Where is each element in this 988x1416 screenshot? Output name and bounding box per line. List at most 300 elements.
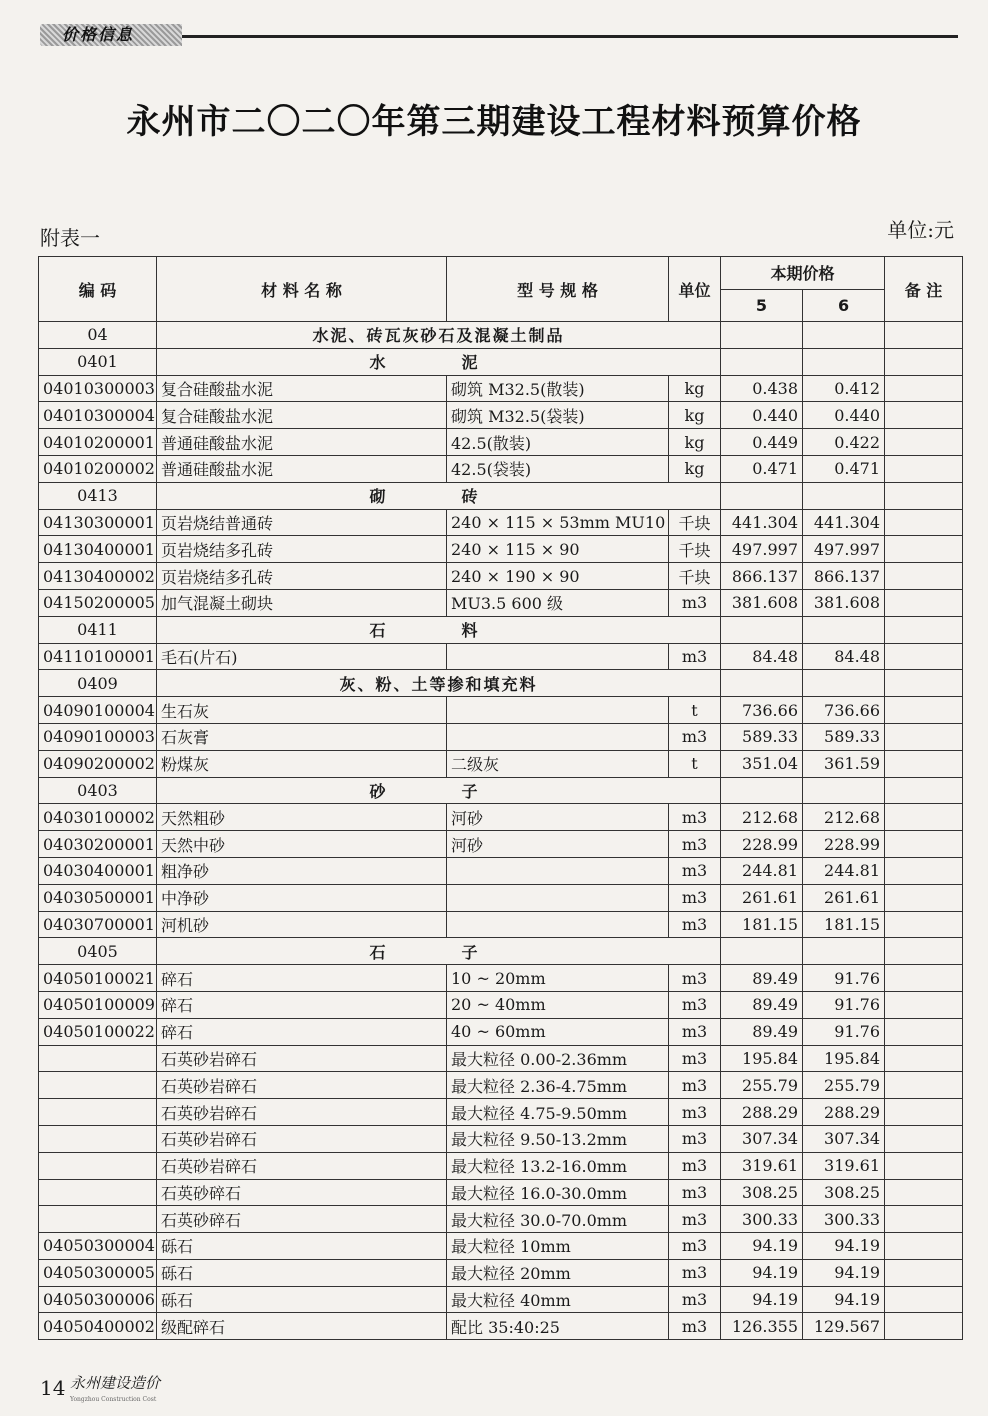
material-spec: 240 × 115 × 53mm MU10 (447, 509, 669, 536)
material-spec (447, 857, 669, 884)
material-spec (447, 884, 669, 911)
material-row (39, 375, 963, 402)
note-cell (885, 723, 963, 750)
material-name: 加气混凝土砌块 (157, 589, 447, 616)
material-name: 石英砂岩碎石 (157, 1072, 447, 1099)
price-5: 84.48 (721, 643, 803, 670)
page-number: 14 (40, 1376, 66, 1400)
note-cell (885, 938, 963, 965)
material-spec: MU3.5 600 级 (447, 589, 669, 616)
material-code: 04130400002 (39, 563, 157, 590)
note-cell (885, 536, 963, 563)
material-unit: m3 (669, 1179, 721, 1206)
price-5: 261.61 (721, 884, 803, 911)
material-unit: m3 (669, 884, 721, 911)
material-name: 页岩烧结多孔砖 (157, 563, 447, 590)
category-code: 04 (39, 322, 157, 349)
material-name: 砾石 (157, 1259, 447, 1286)
material-code: 04050300005 (39, 1259, 157, 1286)
price-5: 381.608 (721, 589, 803, 616)
material-unit: m3 (669, 831, 721, 858)
material-unit: t (669, 750, 721, 777)
material-spec: 最大粒径 4.75-9.50mm (447, 1099, 669, 1126)
material-unit: m3 (669, 804, 721, 831)
material-code: 04050100022 (39, 1018, 157, 1045)
material-code: 04010200001 (39, 429, 157, 456)
price-6: 129.567 (803, 1313, 885, 1340)
material-unit: m3 (669, 1286, 721, 1313)
header-code: 编 码 (39, 257, 157, 322)
note-cell (885, 482, 963, 509)
price-5: 255.79 (721, 1072, 803, 1099)
material-code: 04090100004 (39, 697, 157, 724)
material-row (39, 455, 963, 482)
note-cell (885, 1072, 963, 1099)
note-cell (885, 1313, 963, 1340)
material-row (39, 643, 963, 670)
note-cell (885, 697, 963, 724)
price-table-body (39, 322, 963, 1340)
note-cell (885, 429, 963, 456)
material-spec (447, 911, 669, 938)
price-6: 0.471 (803, 455, 885, 482)
material-row (39, 1286, 963, 1313)
material-code: 04010200002 (39, 455, 157, 482)
material-name: 级配碎石 (157, 1313, 447, 1340)
material-unit: m3 (669, 723, 721, 750)
material-name: 复合硅酸盐水泥 (157, 375, 447, 402)
header-unit: 单位 (669, 257, 721, 322)
material-row (39, 429, 963, 456)
note-cell (885, 322, 963, 349)
note-cell (885, 804, 963, 831)
material-code: 04090100003 (39, 723, 157, 750)
note-cell (885, 911, 963, 938)
material-code: 04050100009 (39, 991, 157, 1018)
material-code (39, 1045, 157, 1072)
header-month-6: 6 (803, 289, 885, 322)
material-name: 页岩烧结多孔砖 (157, 536, 447, 563)
material-name: 复合硅酸盐水泥 (157, 402, 447, 429)
material-code: 04150200005 (39, 589, 157, 616)
note-cell (885, 1259, 963, 1286)
material-unit: 千块 (669, 509, 721, 536)
price-5: 0.471 (721, 455, 803, 482)
note-cell (885, 670, 963, 697)
material-row (39, 991, 963, 1018)
price-6: 307.34 (803, 1125, 885, 1152)
material-unit: 千块 (669, 536, 721, 563)
material-code: 04030400001 (39, 857, 157, 884)
price-5: 441.304 (721, 509, 803, 536)
price-5: 89.49 (721, 991, 803, 1018)
price-6: 94.19 (803, 1259, 885, 1286)
material-row (39, 911, 963, 938)
price-6: 497.997 (803, 536, 885, 563)
material-code (39, 1099, 157, 1126)
header-month-5: 5 (721, 289, 803, 322)
material-unit: m3 (669, 991, 721, 1018)
material-spec: 42.5(袋装) (447, 455, 669, 482)
material-spec: 二级灰 (447, 750, 669, 777)
category-row (39, 616, 963, 643)
material-unit: kg (669, 455, 721, 482)
note-cell (885, 1206, 963, 1233)
material-code: 04050300004 (39, 1233, 157, 1260)
category-name: 砌 砖 (157, 482, 721, 509)
note-cell (885, 1099, 963, 1126)
material-name: 碎石 (157, 991, 447, 1018)
material-row (39, 1045, 963, 1072)
material-unit: m3 (669, 1259, 721, 1286)
material-code (39, 1152, 157, 1179)
note-cell (885, 616, 963, 643)
price-5-cell (721, 938, 803, 965)
material-name: 石灰膏 (157, 723, 447, 750)
price-5: 736.66 (721, 697, 803, 724)
note-cell (885, 375, 963, 402)
material-row (39, 750, 963, 777)
price-6-cell (803, 482, 885, 509)
material-row (39, 509, 963, 536)
price-6: 244.81 (803, 857, 885, 884)
price-6: 0.440 (803, 402, 885, 429)
material-spec: 河砂 (447, 804, 669, 831)
category-row (39, 938, 963, 965)
material-name: 粉煤灰 (157, 750, 447, 777)
price-5: 351.04 (721, 750, 803, 777)
category-row (39, 670, 963, 697)
price-6: 736.66 (803, 697, 885, 724)
price-6: 0.412 (803, 375, 885, 402)
material-unit: m3 (669, 1018, 721, 1045)
material-code (39, 1072, 157, 1099)
price-6: 866.137 (803, 563, 885, 590)
material-unit: m3 (669, 911, 721, 938)
price-5: 589.33 (721, 723, 803, 750)
material-code: 04130400001 (39, 536, 157, 563)
category-name: 砂 子 (157, 777, 721, 804)
note-cell (885, 563, 963, 590)
price-5: 300.33 (721, 1206, 803, 1233)
note-cell (885, 831, 963, 858)
material-unit: m3 (669, 1125, 721, 1152)
price-6: 381.608 (803, 589, 885, 616)
material-spec: 最大粒径 10mm (447, 1233, 669, 1260)
material-spec: 砌筑 M32.5(散装) (447, 375, 669, 402)
price-6: 181.15 (803, 911, 885, 938)
header-price: 本期价格 (721, 257, 885, 290)
price-5: 308.25 (721, 1179, 803, 1206)
material-unit: m3 (669, 1233, 721, 1260)
price-5: 0.440 (721, 402, 803, 429)
material-row (39, 402, 963, 429)
material-unit: kg (669, 375, 721, 402)
header-spec: 型 号 规 格 (447, 257, 669, 322)
material-name: 石英砂岩碎石 (157, 1125, 447, 1152)
price-6: 361.59 (803, 750, 885, 777)
price-5: 866.137 (721, 563, 803, 590)
material-row (39, 1125, 963, 1152)
material-row (39, 1259, 963, 1286)
material-unit: kg (669, 429, 721, 456)
price-6: 288.29 (803, 1099, 885, 1126)
note-cell (885, 857, 963, 884)
note-cell (885, 965, 963, 992)
material-name: 天然中砂 (157, 831, 447, 858)
material-row (39, 1152, 963, 1179)
category-row (39, 482, 963, 509)
material-code: 04090200002 (39, 750, 157, 777)
material-spec: 河砂 (447, 831, 669, 858)
material-name: 中净砂 (157, 884, 447, 911)
note-cell (885, 1018, 963, 1045)
material-unit: m3 (669, 1099, 721, 1126)
price-5: 181.15 (721, 911, 803, 938)
price-5: 89.49 (721, 1018, 803, 1045)
price-6: 0.422 (803, 429, 885, 456)
material-row (39, 1099, 963, 1126)
material-code (39, 1206, 157, 1233)
price-6-cell (803, 348, 885, 375)
material-spec: 砌筑 M32.5(袋装) (447, 402, 669, 429)
price-6: 319.61 (803, 1152, 885, 1179)
material-name: 普通硅酸盐水泥 (157, 429, 447, 456)
price-5: 195.84 (721, 1045, 803, 1072)
material-unit: m3 (669, 1313, 721, 1340)
material-code: 04030700001 (39, 911, 157, 938)
price-5: 244.81 (721, 857, 803, 884)
price-5: 94.19 (721, 1233, 803, 1260)
price-5-cell (721, 322, 803, 349)
price-table-container (38, 256, 962, 1340)
material-code: 04030500001 (39, 884, 157, 911)
material-row (39, 589, 963, 616)
note-cell (885, 750, 963, 777)
header-bar (40, 22, 958, 48)
material-code: 04110100001 (39, 643, 157, 670)
attachment-label: 附表一 (40, 226, 100, 250)
price-5: 212.68 (721, 804, 803, 831)
price-5: 94.19 (721, 1286, 803, 1313)
material-name: 碎石 (157, 1018, 447, 1045)
price-table (38, 256, 963, 1340)
price-6: 195.84 (803, 1045, 885, 1072)
material-unit: m3 (669, 1045, 721, 1072)
note-cell (885, 1045, 963, 1072)
material-spec (447, 723, 669, 750)
price-5: 319.61 (721, 1152, 803, 1179)
note-cell (885, 402, 963, 429)
material-row (39, 804, 963, 831)
note-cell (885, 455, 963, 482)
footer-brand: 永州建设造价 (70, 1374, 161, 1392)
category-code: 0409 (39, 670, 157, 697)
category-code: 0403 (39, 777, 157, 804)
material-unit: m3 (669, 1072, 721, 1099)
category-row (39, 777, 963, 804)
material-row (39, 884, 963, 911)
material-unit: m3 (669, 589, 721, 616)
category-code: 0401 (39, 348, 157, 375)
price-6: 91.76 (803, 991, 885, 1018)
material-name: 石英砂岩碎石 (157, 1152, 447, 1179)
material-name: 碎石 (157, 965, 447, 992)
material-code: 04130300001 (39, 509, 157, 536)
material-code: 04030200001 (39, 831, 157, 858)
price-5-cell (721, 670, 803, 697)
price-6-cell (803, 938, 885, 965)
category-code: 0405 (39, 938, 157, 965)
price-6: 94.19 (803, 1286, 885, 1313)
material-row (39, 965, 963, 992)
material-spec: 20 ~ 40mm (447, 991, 669, 1018)
note-cell (885, 884, 963, 911)
price-5: 497.997 (721, 536, 803, 563)
material-code: 04050300006 (39, 1286, 157, 1313)
material-unit: m3 (669, 857, 721, 884)
material-spec: 最大粒径 30.0-70.0mm (447, 1206, 669, 1233)
price-6: 84.48 (803, 643, 885, 670)
material-unit: kg (669, 402, 721, 429)
material-name: 天然粗砂 (157, 804, 447, 831)
material-spec: 配比 35:40:25 (447, 1313, 669, 1340)
category-name: 水 泥 (157, 348, 721, 375)
material-name: 普通硅酸盐水泥 (157, 455, 447, 482)
material-spec: 10 ~ 20mm (447, 965, 669, 992)
note-cell (885, 1233, 963, 1260)
material-row (39, 697, 963, 724)
price-6-cell (803, 670, 885, 697)
material-row (39, 723, 963, 750)
category-code: 0413 (39, 482, 157, 509)
material-spec: 240 × 190 × 90 (447, 563, 669, 590)
material-name: 粗净砂 (157, 857, 447, 884)
material-spec (447, 643, 669, 670)
price-6: 300.33 (803, 1206, 885, 1233)
category-row (39, 322, 963, 349)
material-spec: 最大粒径 20mm (447, 1259, 669, 1286)
note-cell (885, 991, 963, 1018)
unit-label: 单位:元 (887, 218, 954, 242)
material-row (39, 1206, 963, 1233)
note-cell (885, 643, 963, 670)
price-6: 212.68 (803, 804, 885, 831)
price-6-cell (803, 616, 885, 643)
material-row (39, 563, 963, 590)
page-title: 永州市二〇二〇年第三期建设工程材料预算价格 (126, 102, 862, 142)
category-name: 石 料 (157, 616, 721, 643)
note-cell (885, 1125, 963, 1152)
price-6: 308.25 (803, 1179, 885, 1206)
price-6: 441.304 (803, 509, 885, 536)
category-name: 水泥、砖瓦灰砂石及混凝土制品 (157, 322, 721, 349)
material-unit: t (669, 697, 721, 724)
price-5-cell (721, 777, 803, 804)
material-unit: m3 (669, 1152, 721, 1179)
material-row (39, 857, 963, 884)
material-name: 石英砂碎石 (157, 1179, 447, 1206)
material-unit: m3 (669, 643, 721, 670)
material-row (39, 536, 963, 563)
material-spec: 最大粒径 0.00-2.36mm (447, 1045, 669, 1072)
material-row (39, 1179, 963, 1206)
price-6: 91.76 (803, 1018, 885, 1045)
material-spec (447, 697, 669, 724)
note-cell (885, 589, 963, 616)
note-cell (885, 348, 963, 375)
material-code (39, 1125, 157, 1152)
price-6-cell (803, 777, 885, 804)
price-5: 307.34 (721, 1125, 803, 1152)
price-5: 228.99 (721, 831, 803, 858)
material-name: 石英砂岩碎石 (157, 1099, 447, 1126)
price-5: 0.438 (721, 375, 803, 402)
category-name: 石 子 (157, 938, 721, 965)
material-code: 04010300004 (39, 402, 157, 429)
category-row (39, 348, 963, 375)
section-tag: 价格信息 (40, 24, 182, 46)
material-name: 砾石 (157, 1233, 447, 1260)
note-cell (885, 1152, 963, 1179)
material-name: 石英砂岩碎石 (157, 1045, 447, 1072)
material-code: 04050400002 (39, 1313, 157, 1340)
header-rule (182, 35, 958, 38)
price-6: 228.99 (803, 831, 885, 858)
price-6-cell (803, 322, 885, 349)
price-5: 126.355 (721, 1313, 803, 1340)
material-unit: 千块 (669, 563, 721, 590)
note-cell (885, 777, 963, 804)
price-6: 261.61 (803, 884, 885, 911)
material-row (39, 1313, 963, 1340)
material-spec: 最大粒径 9.50-13.2mm (447, 1125, 669, 1152)
header-name: 材 料 名 称 (157, 257, 447, 322)
price-6: 91.76 (803, 965, 885, 992)
material-spec: 40 ~ 60mm (447, 1018, 669, 1045)
price-6: 589.33 (803, 723, 885, 750)
material-spec: 最大粒径 40mm (447, 1286, 669, 1313)
price-6: 255.79 (803, 1072, 885, 1099)
material-name: 生石灰 (157, 697, 447, 724)
material-name: 河机砂 (157, 911, 447, 938)
material-code: 04030100002 (39, 804, 157, 831)
material-code: 04050100021 (39, 965, 157, 992)
material-name: 砾石 (157, 1286, 447, 1313)
price-5-cell (721, 348, 803, 375)
note-cell (885, 509, 963, 536)
material-row (39, 1072, 963, 1099)
material-code (39, 1179, 157, 1206)
price-6: 94.19 (803, 1233, 885, 1260)
price-5: 89.49 (721, 965, 803, 992)
material-spec: 最大粒径 13.2-16.0mm (447, 1152, 669, 1179)
material-unit: m3 (669, 1206, 721, 1233)
material-row (39, 831, 963, 858)
price-5-cell (721, 482, 803, 509)
category-name: 灰、粉、土等掺和填充料 (157, 670, 721, 697)
material-code: 04010300003 (39, 375, 157, 402)
price-5-cell (721, 616, 803, 643)
material-spec: 最大粒径 16.0-30.0mm (447, 1179, 669, 1206)
note-cell (885, 1179, 963, 1206)
category-code: 0411 (39, 616, 157, 643)
price-5: 0.449 (721, 429, 803, 456)
material-unit: m3 (669, 965, 721, 992)
material-name: 石英砂碎石 (157, 1206, 447, 1233)
material-row (39, 1233, 963, 1260)
material-name: 页岩烧结普通砖 (157, 509, 447, 536)
